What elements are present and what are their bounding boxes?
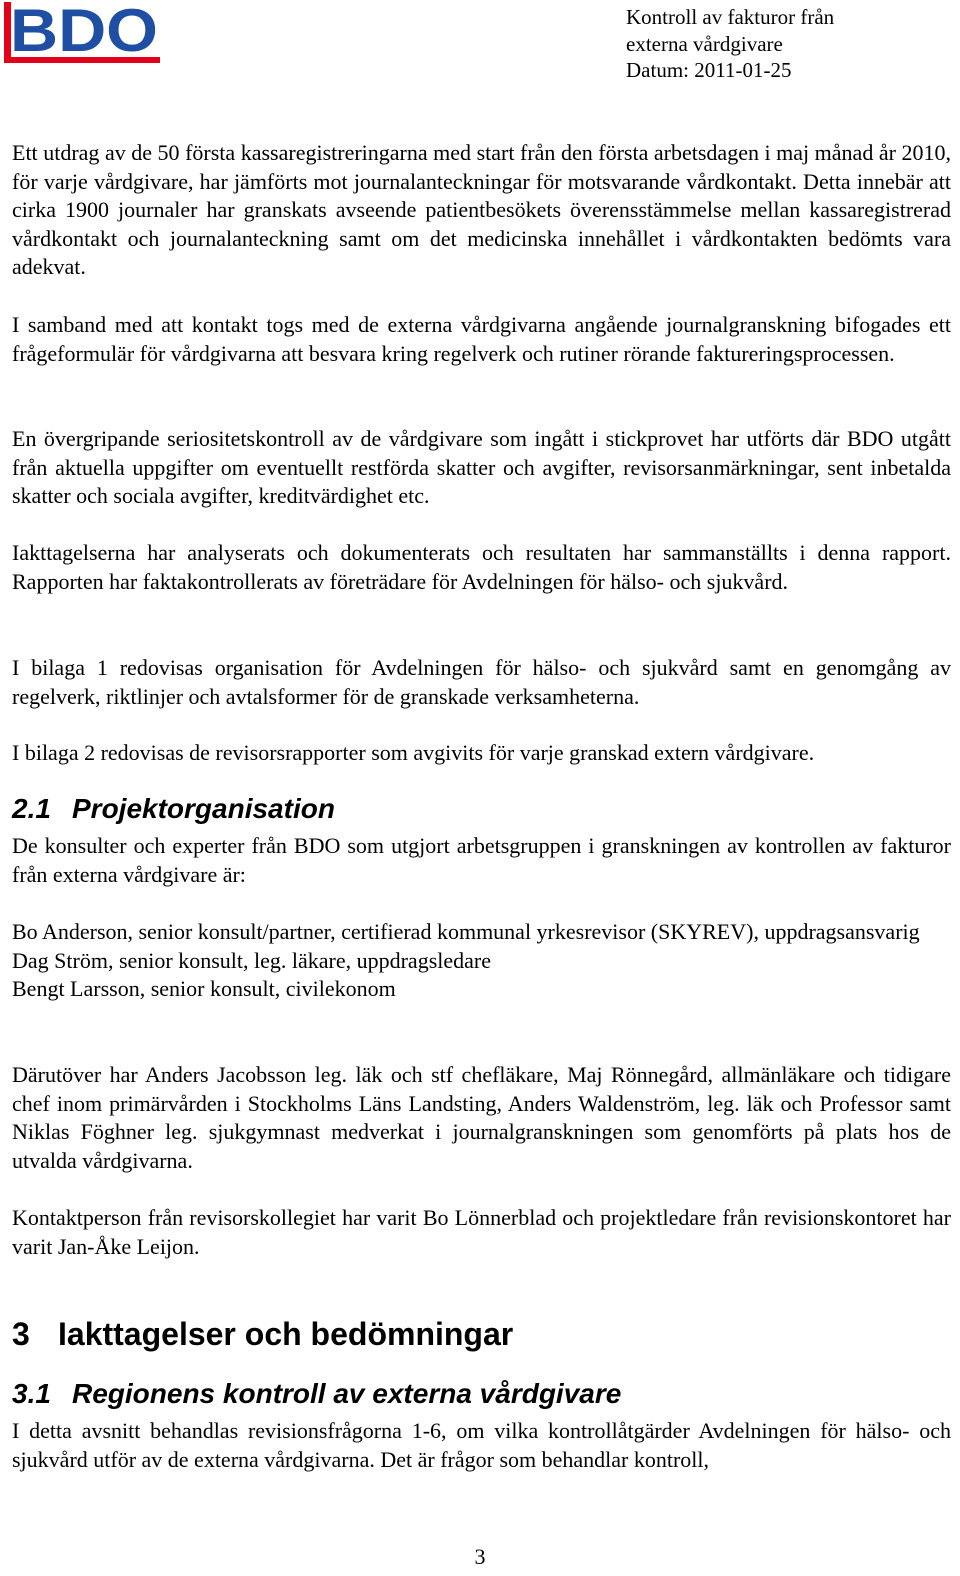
document-title-line1: Kontroll av fakturor från [626,5,835,29]
paragraph-seriousness-check: En övergripande seriositetskontroll av de vårdgivare som ingått i stickprovet har utförts där BDO utgått från aktuella uppgifter om eventuellt restförda skatter och avgifter, revisorsanmärkningar, sent inbetalda skatter och sociala avgifter, kreditvärdighet etc. [12,426,951,509]
paragraph-questionnaire: I samband med att kontakt togs med de externa vårdgivarna angående journalgranskning bifogades ett frågeformulär för vårdgivarna att besvara kring regelverk och rutiner rörande faktureringsprocessen. [12,312,951,366]
team-member-dag-strom: Dag Ström, senior konsult, leg. läkare, uppdragsledare [12,947,491,973]
svg-text:BDO: BDO [10,2,158,64]
heading-3-1 [12,1378,621,1410]
paragraph-appendix-2: I bilaga 2 redovisas de revisorsrapporter som avgivits för varje granskad extern vårdgivare. [12,740,815,765]
heading-3 [12,1316,513,1352]
heading-number: 3 [12,1316,30,1352]
paragraph-appendix-1: I bilaga 1 redovisas organisation för Avdelningen för hälso- och sjukvård samt en genomgång av regelverk, riktlinjer och avtalsformer för de granskade verksamheterna. [12,655,951,709]
paragraph-selection: Ett utdrag av de 50 första kassaregistreringarna med start från den första arbetsdagen i maj månad år 2010, för varje vårdgivare, har jämförts mot journalanteckningar för motsvarande vårdkontakt. Detta innebär att cirka 1900 journaler har granskats avseende patientbesökets överensstämmelse mellan kassaregistrerad vårdkontakt och journalanteckning samt om det medicinska innehållet i vårdkontakten bedömts vara adekvat. [12,140,951,280]
document-header-meta [626,4,834,84]
heading-text: Iakttagelser och bedömningar [58,1316,514,1352]
paragraph-additional-experts: Därutöver har Anders Jacobsson leg. läk och stf chefläkare, Maj Rönnegård, allmänläkare och tidigare chef inom primärvården i Stockholms Läns Landsting, Anders Waldenström, leg. läk och Professor samt Niklas Föghner leg. sjukgymnast medverkat i journalgranskningen som genomförts på plats hos de utvalda vårdgivarna. [12,1062,951,1173]
document-date: Datum: 2011-01-25 [626,58,792,82]
heading-number: 3.1 [12,1378,51,1409]
heading-text: Projektorganisation [72,793,335,824]
team-member-bo-anderson: Bo Anderson, senior konsult/partner, certifierad kommunal yrkesrevisor (SKYREV), uppdragsansvarig [12,919,920,944]
page-number: 3 [474,1544,486,1569]
team-member-bengt-larsson: Bengt Larsson, senior konsult, civilekonom [12,976,396,1002]
heading-2-1 [12,793,335,825]
paragraph-section-intro: I detta avsnitt behandlas revisionsfrågorna 1-6, om vilka kontrollåtgärder Avdelningen för hälso- och sjukvård utför av de externa vårdgivarna. Det är frågor som behandlar kontroll, [12,1418,951,1472]
heading-number: 2.1 [12,793,51,824]
bdo-logo [4,2,160,66]
heading-text: Regionens kontroll av externa vårdgivare [72,1378,622,1409]
paragraph-observations: Iakttagelserna har analyserats och dokumenterats och resultaten har sammanställts i denna rapport. Rapporten har faktakontrollerats av företrädare för Avdelningen för hälso- och sjukvård. [12,540,951,594]
paragraph-contact-person: Kontaktperson från revisorskollegiet har varit Bo Lönnerblad och projektledare från revisionskontoret har varit Jan-Åke Leijon. [12,1205,951,1259]
document-title-line2: externa vårdgivare [626,31,783,56]
team-list [12,918,951,1004]
paragraph-consultants-intro: De konsulter och experter från BDO som utgjort arbetsgruppen i granskningen av kontrollen av fakturor från externa vårdgivare är: [12,833,951,887]
